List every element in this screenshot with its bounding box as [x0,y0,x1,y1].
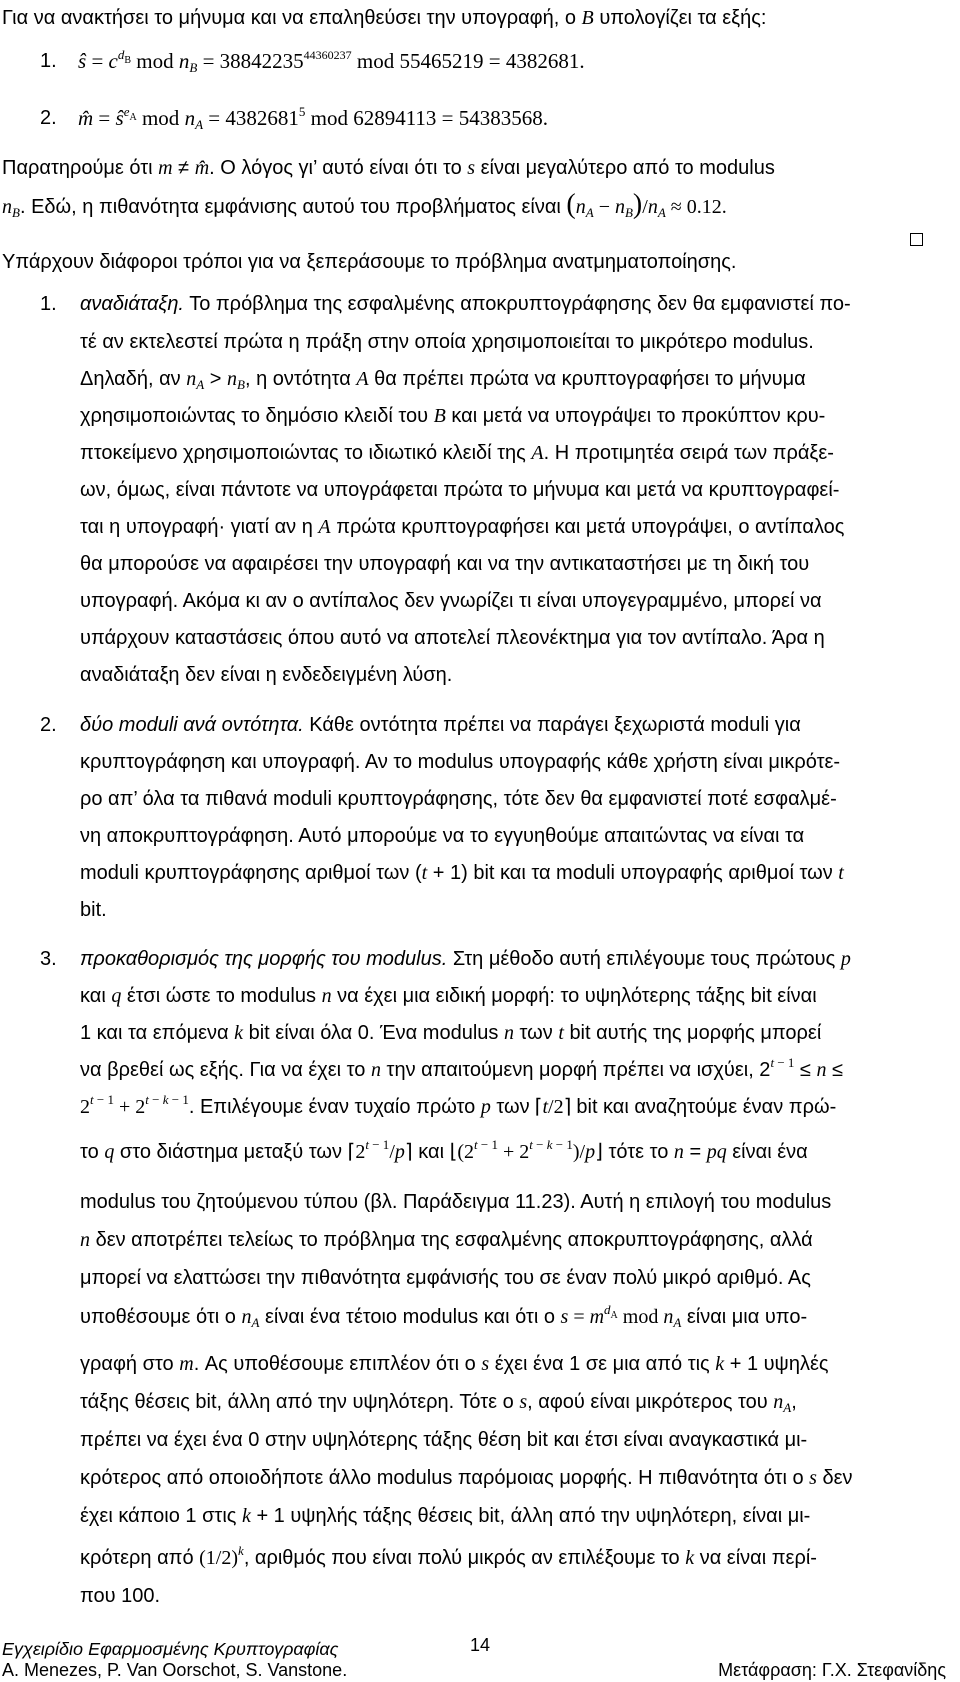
observation-line2: $n_B$. Εδώ, η πιθανότητα εμφάνισης αυτού του προβλήματος είναι $(n_A - n_B)/n_A \approx 0.12$. [2,189,727,220]
item1-line10: υπάρχουν καταστάσεις όπου αυτό να αποτελεί πλεονέκτημα για τον αντίπαλο. Άρα η [80,627,825,649]
ways-line: Υπάρχουν διάφοροι τρόποι για να ξεπεράσουμε το πρόβλημα ανατμηματοποίησης. [2,251,737,273]
item2-line1: δύο moduli ανά οντότητα. Κάθε οντότητα πρέπει να παράγει ξεχωριστά moduli για [80,714,801,736]
item3-line13: πρέπει να έχει ένα 0 στην υψηλότερης τάξης θέση bit και έτσι είναι αναγκαστικά μι- [80,1429,808,1451]
item3-line10: υποθέσουμε ότι ο $n_A$ είναι ένα τέτοιο modulus και ότι ο $s = m^{d_A}$ mod $n_A$ είναι μια υπο- [80,1302,808,1330]
item1-line6: ων, όμως, είναι πάντοτε να υπογράφεται πρώτα το μήνυμα και μετά να κρυπτογραφεί- [80,479,840,501]
item1-line1: αναδιάταξη. Το πρόβλημα της εσφαλμένης αποκρυπτογράφησης δεν θα εμφανιστεί πο- [80,293,851,315]
end-of-proof-box [910,233,923,246]
item3-line14: κρότερος από οποιοδήποτε άλλο modulus παρόμοιας μορφής. Η πιθανότητα ότι ο s δεν [80,1467,853,1489]
step2-formula: m̂ = $ŝ^{e_A}$ mod $n_A = 4382681^5$ mod 62894113 = 54383568. [78,104,549,132]
item1-line11: αναδιάταξη δεν είναι η ενδεδειγμένη λύση. [80,664,453,686]
item2-line3: ρο απ’ όλα τα πιθανά moduli κρυπτογράφησης, τότε δεν θα εμφανιστεί ποτέ εσφαλμέ- [80,788,837,810]
item3-number: 3. [40,948,57,970]
item2-line2: κρυπτογράφηση και υπογραφή. Αν το modulus υπογραφής κάθε χρήστη είναι μικρότε- [80,751,841,773]
footer-authors: A. Menezes, P. Van Oorschot, S. Vanstone. [2,1660,348,1680]
item1-line9: υπογραφή. Ακόμα κι αν ο αντίπαλος δεν γνωρίζει τι είναι υπογεγραμμένο, μπορεί να [80,590,822,612]
item3-title: προκαθορισμός της μορφής του modulus. [80,948,448,970]
item2-number: 2. [40,714,57,736]
item3-line7: modulus του ζητούμενου τύπου (βλ. Παράδειγμα 11.23). Αυτή η επιλογή του modulus [80,1191,832,1213]
intro-end: υπολογίζει τα εξής: [599,7,767,29]
item2-title: δύο moduli ανά οντότητα. [80,714,304,736]
item1-title: αναδιάταξη. [80,293,184,315]
item1-line3: Δηλαδή, αν $n_A > n_B$, η οντότητα A θα πρέπει πρώτα να κρυπτογραφήσει το μήνυμα [80,368,806,392]
item3-line17: που 100. [80,1585,161,1607]
item1-line7: ται η υπογραφή· γιατί αν η A πρώτα κρυπτογραφήσει και μετά υπογράψει, ο αντίπαλος [80,516,845,538]
footer-page-number: 14 [470,1635,491,1655]
item1-line5: πτοκείμενο χρησιμοποιώντας το ιδιωτικό κλειδί της A. Η προτιμητέα σειρά των πράξε- [80,442,834,464]
item3-line15: έχει κάποιο 1 στις k + 1 υψηλής τάξης θέσεις bit, άλλη από την υψηλότερη, είναι μι- [80,1505,811,1527]
entity-b: B [581,7,594,29]
item3-line6: το q στο διάστημα μεταξύ των $⌈2^{t - 1}/p⌉$ και $⌊(2^{t - 1}$ + $2^{t - k - 1})/p⌋$ τότε το n = pq είναι ένα [80,1137,808,1163]
item3-line9: μπορεί να ελαττώσει την πιθανότητα εμφάνισής του σε έναν πολύ μικρό αριθμό. Ας [80,1267,811,1289]
item1-number: 1. [40,293,57,315]
item3-line2: και q έτσι ώστε το modulus n να έχει μια ειδική μορφή: το υψηλότερης τάξης bit είναι [80,985,817,1007]
item3-line1: προκαθορισμός της μορφής του modulus. Στη μέθοδο αυτή επιλέγουμε τους πρώτους p [80,948,851,970]
intro-text: Για να ανακτήσει το μήνυμα και να επαληθεύσει την υπογραφή, ο [2,7,576,29]
item3-line4: να βρεθεί ως εξής. Για να έχει το n την απαιτούμενη μορφή πρέπει να ισχύει, $2^{t - 1} \le n$ ≤ [80,1055,844,1081]
item1-line8: θα μπορούσε να αφαιρέσει την υπογραφή και να την αντικαταστήσει με τη δική του [80,553,810,575]
footer-translator: Μετάφραση: Γ.Χ. Στεφανίδης [718,1660,946,1680]
footer-book-title: Εγχειρίδιο Εφαρμοσμένης Κρυπτογραφίας [2,1639,339,1659]
item3-line11: γραφή στο m. Ας υποθέσουμε επιπλέον ότι ο s έχει ένα 1 σε μια από τις k + 1 υψηλές [80,1353,829,1375]
item1-line2: τέ αν εκτελεστεί πρώτα η πράξη στην οποία χρησιμοποιείται το μικρότερο modulus. [80,331,814,353]
step1-number: 1. [40,50,57,72]
step1-formula: ŝ = $c^{d_B}$ mod $n_B = 38842235^{44360237}$ mod 55465219 = 4382681. [78,47,585,75]
intro-line [2,6,766,30]
item1-line4: χρησιμοποιώντας το δημόσιο κλειδί του B και μετά να υπογράψει το προκύπτον κρυ- [80,405,826,427]
item3-line5: $2^{t - 1} + 2^{t - k - 1}$. Επιλέγουμε έναν τυχαίο πρώτο p των ⌈t/2⌉ bit και αναζητούμε έναν πρώ- [80,1092,837,1118]
item3-line16: κρότερη από $(1/2)^k$, αριθμός που είναι πολύ μικρός αν επιλέξουμε το k να είναι περί- [80,1543,817,1569]
item2-line4: νη αποκρυπτογράφηση. Αυτό μπορούμε να το εγγυηθούμε απαιτώντας να είναι τα [80,825,805,847]
item2-line5: moduli κρυπτογράφησης αριθμοί των (t + 1) bit και τα moduli υπογραφής αριθμοί των t [80,862,844,884]
step2-number: 2. [40,107,57,129]
item3-line12: τάξης θέσεις bit, άλλη από την υψηλότερη. Τότε ο s, αφού είναι μικρότερος του $n_A$, [80,1391,797,1415]
item2-line6: bit. [80,899,107,921]
observation-line1: Παρατηρούμε ότι m ≠ m̂. Ο λόγος γι’ αυτό είναι ότι το s είναι μεγαλύτερο από το modulus [2,157,775,179]
item3-line8: n δεν αποτρέπει τελείως το πρόβλημα της εσφαλμένης αποκρυπτογράφησης, αλλά [80,1229,813,1251]
item3-line3: 1 και τα επόμενα k bit είναι όλα 0. Ένα modulus n των t bit αυτής της μορφής μπορεί [80,1022,822,1044]
